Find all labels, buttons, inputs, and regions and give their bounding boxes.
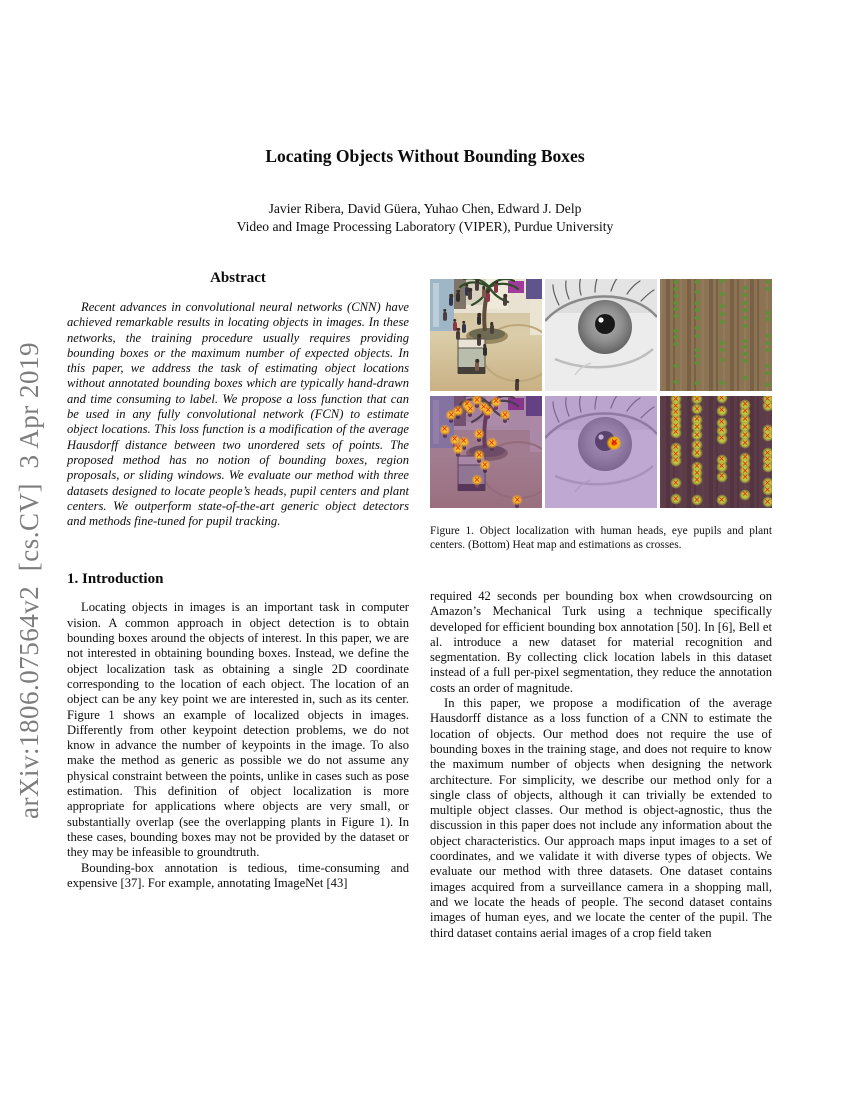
right-paragraph-2: In this paper, we propose a modification of the average Hausdorff distance as a loss function of a CNN to estimate the location of objects. Our method does not require the use of bounding boxes in the training stage, and does not require to know the maximum number of objects when designing the network architecture. For simplicity, we describe our method only for a single class of objects, although it can trivially be extended to multiple object classes. Our method is object-agnostic, thus the discussion in this paper does not include any information about the object characteristics. Our approach maps input images to a set of coordinates, and we validate it with diverse types of objects. We evaluate our method with three datasets. One dataset contains images acquired from a surveillance camera in a shopping mall, and we locate the heads of people. The second dataset contains images of human eyes, and we locate the center of the pupil. The third dataset contains aerial images of a crop field taken <box>430 696 772 940</box>
section-1-heading: 1. Introduction <box>67 571 164 588</box>
intro-paragraph-2: Bounding-box annotation is tedious, time-consuming and expensive [37]. For example, annotating ImageNet [43] <box>67 860 409 890</box>
crop-crosses-layer <box>660 396 772 508</box>
figure-panel-eye-heatmap <box>545 396 657 508</box>
mall-crosses-layer <box>430 396 542 508</box>
figure-panel-mall-heatmap <box>430 396 542 508</box>
figure-panel-eye-photo <box>545 279 657 391</box>
intro-paragraph-1: Locating objects in images is an important task in computer vision. A common approach in object detection is to obtain bounding boxes around the objects of interest. In this paper, we are not interested in obtaining bounding boxes. Instead, we define the object localization task as obtaining a single 2D coordinate corresponding to the location of each object. The location of an object can be any key point we are interested in, such as its center. Figure 1 shows an example of localized objects in images. Differently from other keypoint detection problems, we do not know in advance the number of keypoints in the image. To also make the method as generic as possible we do not assume any physical constraint between the points, unlike in cases such as pose estimation. This definition of object localization is more appropriate for applications where objects are very small, or substantially overlap (see the overlapping plants in Figure 1). In these cases, bounding boxes may not be provided by the dataset or they may be infeasible to groundtruth. <box>67 600 409 860</box>
figure-1 <box>430 279 772 508</box>
abstract-text: Recent advances in convolutional neural networks (CNN) have achieved remarkable results in locating objects in images. In these networks, the training procedure usually requires providing bounding boxes or the maximum number of expected objects. In this paper, we address the task of estimating object locations without annotated bounding boxes which are typically hand-drawn and time consuming to label. We propose a loss function that can be used in any fully convolutional network (FCN) to estimate object locations. This loss function is a modification of the average Hausdorff distance between two unordered sets of points. The proposed method has no notion of bounding boxes, region proposals, or sliding windows. We evaluate our method with three datasets designed to locate people’s heads, pupil centers and plant centers. We outperform state-of-the-art generic object detectors and methods fine-tuned for pupil tracking. <box>67 300 409 529</box>
figure-panel-crop-photo <box>660 279 772 391</box>
figure-panel-crop-heatmap <box>660 396 772 508</box>
eye-photo-illustration <box>545 279 657 391</box>
crop-plants-layer <box>660 279 772 391</box>
figure-1-caption: Figure 1. Object localization with human heads, eye pupils and plant centers. (Bottom) Heat map and estimations as crosses. <box>430 525 772 551</box>
left-column <box>67 270 409 891</box>
authors-line: Javier Ribera, David Güera, Yuhao Chen, Edward J. Delp <box>268 201 582 216</box>
right-paragraph-1: required 42 seconds per bounding box when crowdsourcing on Amazon’s Mechanical Turk using a technique specifically developed for efficient bounding box annotation [50]. In [6], Bell et al. introduce a new dataset for material recognition and segmentation. By collecting click location labels in this dataset instead of a full per-pixel segmentation, they reduce the annotation costs an order of magnitude. <box>430 589 772 695</box>
mall-people-layer <box>430 279 542 391</box>
affiliation-line: Video and Image Processing Laboratory (VIPER), Purdue University <box>236 219 614 234</box>
figure-panel-mall-photo <box>430 279 542 391</box>
abstract-heading: Abstract <box>210 270 266 286</box>
paper-title: Locating Objects Without Bounding Boxes <box>265 146 585 166</box>
eye-cross-layer <box>545 396 657 508</box>
arxiv-watermark: arXiv:1806.07564v2 [cs.CV] 3 Apr 2019 <box>14 342 44 819</box>
author-block <box>0 200 850 236</box>
right-column <box>430 279 772 941</box>
